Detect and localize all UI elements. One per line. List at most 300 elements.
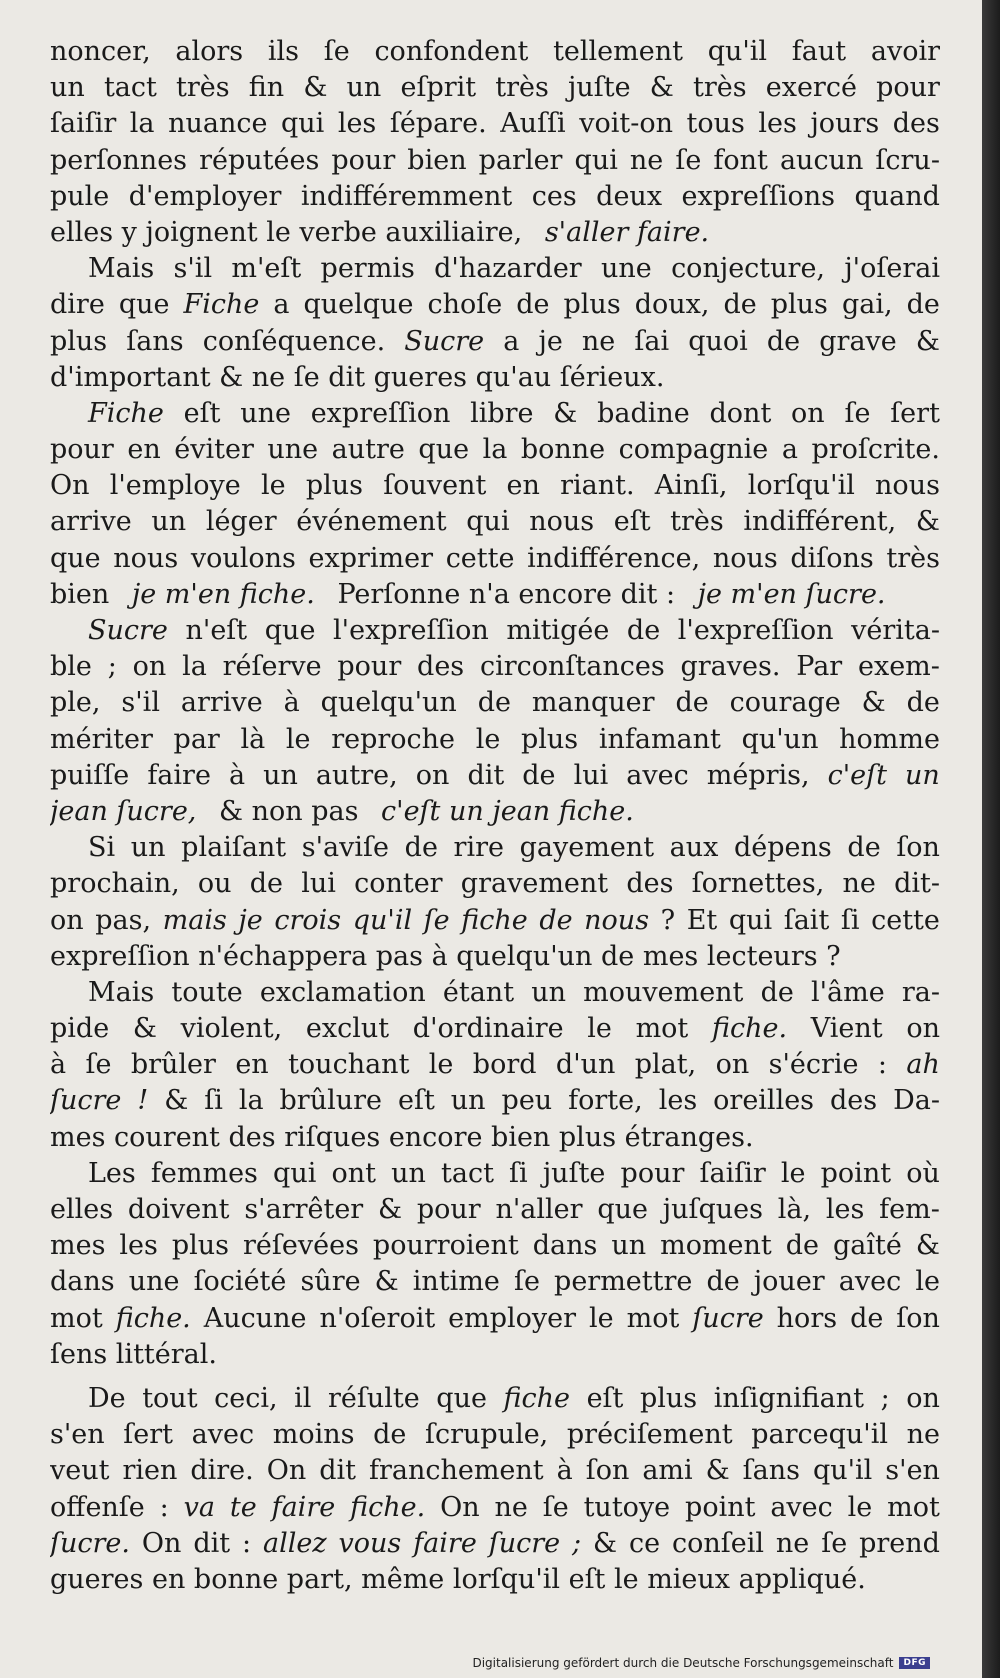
word: ſe [821,1527,848,1559]
word: prend [859,1527,940,1559]
word: ſon [896,1302,940,1334]
word: : [877,1049,888,1081]
italic-word: fiche [503,1382,570,1414]
word: eſt [183,397,221,429]
text-line [50,106,940,142]
italic-word: crois [274,904,342,936]
word: rien [122,1455,178,1487]
word: s'aviſe [301,832,390,864]
text-line [50,396,940,432]
word: ſe [844,397,871,429]
word: doux, [634,289,710,321]
word: forte, [568,1085,643,1117]
word: tellement [553,36,683,67]
italic-word: ſucre [692,1302,764,1334]
word: le [587,1013,612,1045]
word: bord [472,1049,537,1081]
word: de [906,289,940,321]
word: manquer [531,687,655,719]
word: deux [596,180,663,212]
word: & [593,1527,618,1559]
word: réſerve [222,651,322,683]
text-line [50,722,940,758]
word: toute [171,976,243,1008]
word: Les [88,1157,136,1189]
word: nous [712,542,778,574]
word: femmes [150,1157,258,1189]
word: bonne [520,434,606,466]
text-line [50,251,940,287]
text-run: bien [50,578,118,610]
word: eſt [397,1085,435,1117]
word: avec [838,1266,902,1298]
word: d'un [555,1049,616,1081]
italic-word: ! [137,1085,149,1117]
word: ſépare. [389,108,487,140]
word: prochain, [50,868,180,900]
word: bien [407,144,467,176]
word: ? [660,904,676,936]
word: on [415,759,450,791]
word: que [264,615,316,646]
word: événement [296,506,447,538]
word: & [303,72,328,104]
italic-word: ſucre [488,1527,561,1559]
word: un [130,832,166,864]
word: sûre [300,1266,361,1298]
word: moment [660,1230,772,1262]
word: tout [142,1382,198,1414]
word: un [611,1230,647,1262]
word: une [601,253,652,285]
word: exclamation [259,976,426,1008]
word: Par [796,651,843,683]
word: tact [441,1157,494,1189]
word: ſornettes, [691,868,825,900]
word: pour [620,1157,685,1189]
italic-word: fiche. [115,1302,191,1334]
text-line [50,215,940,251]
word: hors [776,1302,838,1334]
text-line [50,360,940,396]
footer [472,1656,930,1670]
word: de [249,868,283,900]
text-run: mes courent des riſques encore bien plus étranges. [50,1121,754,1153]
word: une [240,397,291,429]
word: ſaiſir [699,1157,766,1189]
text-line [50,1083,940,1119]
word: par [173,723,220,755]
word: qu'il [707,36,768,67]
word: De [88,1382,126,1414]
word: ſe [542,1491,569,1523]
word: ſe [85,1049,112,1081]
word: badine [597,397,690,429]
word: dire. [190,1455,254,1487]
word: de [516,289,550,321]
word: mépris, [706,759,810,791]
word: d'hazarder [434,253,582,285]
word: conſéquence. [202,325,386,357]
word: ſon [585,1455,630,1487]
word: qui [728,904,773,936]
word: dit- [894,868,940,900]
word: en [506,470,540,502]
word: une [267,434,319,466]
text-line [50,1192,940,1228]
word: très [692,72,747,104]
word: de [785,1230,820,1262]
word: avoir [870,36,940,67]
word: pule [50,180,110,212]
word: pour [337,651,402,683]
text-line [50,577,940,613]
word: dans [50,1266,115,1298]
word: courage [729,687,841,719]
word: quoi [688,325,748,357]
word: ſon [896,832,940,864]
word: d'ordinaire [412,1013,564,1045]
word: pour [416,1194,481,1225]
word: très [670,506,724,538]
word: reproche [331,723,456,755]
text-line [50,324,940,360]
word: circonſtances [479,651,665,683]
word: Auſſi [500,108,566,140]
word: je [538,325,563,357]
word: un [346,72,382,104]
word: tutoye [583,1491,671,1523]
word: touchant [288,1049,410,1081]
word: ſouvent [383,470,487,502]
word: ne [775,1527,810,1559]
word: pour [50,434,114,466]
word: plaiſant [181,832,287,864]
word: On [50,470,90,502]
word: qu'un [741,723,819,755]
text-run: Perſonne n'a encore dit : [328,578,684,610]
footer-credit: Digitalisierung gefördert durch die Deutsche Forschungsgemeinschaft [472,1656,894,1670]
word: pide [50,1013,110,1045]
italic-word: ah [906,1049,940,1081]
word: tous [686,108,745,140]
word: oreilles [713,1085,815,1117]
word: ſe [513,1266,540,1298]
text-line [50,758,940,794]
word: expreſſion [310,397,451,429]
word: & [164,1085,189,1117]
word: qu'il [812,1455,873,1487]
italic-word: je [238,904,263,936]
word: franchement [368,1455,544,1487]
text-line [50,939,940,975]
word: faut [791,36,847,67]
word: de [404,832,438,864]
word: les [825,1194,865,1225]
italic-text: jean ſucre, [50,795,197,827]
word: plat, [634,1049,697,1081]
word: réſulte [327,1382,420,1414]
word: à [283,687,300,719]
word: ſcru- [875,144,940,176]
italic-text: s'aller faire. [544,216,710,248]
word: de [706,1266,740,1298]
word: intime [412,1266,500,1298]
italic-word: Fiche [183,289,260,321]
word: on [791,397,825,429]
word: un [263,759,298,791]
word: ſaiſir [50,108,117,140]
word: confondent [374,36,529,67]
word: grave [819,325,897,357]
word: on [906,1013,940,1045]
word: : [159,1491,169,1523]
word: que [118,289,170,321]
word: conter [354,868,443,900]
word: gayement [519,832,655,864]
word: arrive [50,506,132,538]
word: avec [626,759,689,791]
word: ne [629,144,664,176]
text-line [50,1453,940,1489]
text-line [50,903,940,939]
text-line [50,541,940,577]
text-line [50,1264,940,1300]
word: diſons [790,542,874,574]
word: fem- [879,1194,940,1225]
word: faire [147,759,211,791]
word: employer [448,1302,577,1334]
word: ces [531,180,577,212]
word: ſcrupule, [424,1419,549,1451]
italic-text: c'eſt un jean fiche. [381,795,634,827]
word: de [847,832,881,864]
word: mes [50,1230,106,1262]
word: s'en [885,1455,940,1487]
word: gai, [841,289,893,321]
word: moins [272,1419,355,1451]
word: réſevées [243,1230,359,1262]
word: ne [581,325,616,357]
word: proſcrite. [811,434,940,466]
text-line [50,468,940,504]
text-line [50,70,940,106]
word: peu [501,1085,553,1117]
word: d'employer [128,180,282,212]
text-line [50,1337,940,1373]
word: dont [709,397,772,429]
word: : [242,1527,252,1559]
italic-word: fiche. [711,1013,788,1045]
text-line [50,613,940,649]
word: ſe [675,144,702,176]
word: mot [887,1491,940,1523]
word: les [119,1230,158,1262]
word: préciſement [566,1419,733,1451]
word: mériter [50,723,153,755]
word: quand [854,180,940,212]
text-run: elles y joignent le verbe auxiliaire, [50,216,531,248]
word: dépens [734,832,832,864]
word: de [850,1302,884,1334]
word: réputées [199,144,320,176]
word: on [715,1049,750,1081]
word: exclut [305,1013,390,1045]
italic-word: faire [413,1527,477,1559]
word: ſi [509,1157,528,1189]
word: un [531,976,566,1008]
word: de [675,687,709,719]
word: dit [193,1527,231,1559]
word: puiſſe [50,759,130,791]
text-line [50,179,940,215]
word: noncer, [50,36,151,67]
word: des [417,651,465,683]
word: lorſqu'il [747,470,855,502]
text-line [50,34,940,70]
word: rire [453,832,504,864]
word: eſt [613,506,651,538]
word: des [626,868,674,900]
word: point [820,1157,892,1189]
word: à [50,1049,67,1081]
word: cette [871,904,940,936]
text-line [50,1562,940,1598]
word: s'il [121,687,160,719]
word: les [337,108,377,140]
italic-word: va [183,1491,215,1523]
word: & [132,1013,157,1045]
word: ce [628,1527,661,1559]
italic-word: Sucre [88,615,168,646]
word: ſi [204,1085,223,1117]
italic-word: de [539,904,573,936]
word: Da- [893,1085,940,1117]
word: que [50,542,101,574]
word: & [915,506,940,538]
word: & [378,1194,403,1225]
italic-word: c'eſt [827,759,888,791]
word: dans [532,1230,598,1262]
word: & [915,325,940,357]
word: ; [107,651,117,683]
word: que [436,1382,487,1414]
italic-word: un [905,759,940,791]
word: ; [880,1382,890,1414]
text-line [50,866,940,902]
word: & [374,1266,399,1298]
word: ne [906,1419,940,1451]
word: de [626,615,661,646]
word: & [705,1455,730,1487]
word: quelque [303,289,414,321]
word: mot [50,1302,103,1334]
word: Vient [810,1013,883,1045]
word: ami [642,1455,693,1487]
text-line [50,975,940,1011]
word: là [240,723,266,755]
text-line [50,1526,940,1562]
word: le [847,1491,873,1523]
word: perſonnes [50,144,188,176]
word: autre [331,434,405,466]
word: éviter [174,434,254,466]
word: arrive [180,687,263,719]
word: alors [175,36,244,67]
word: s'arrêter [244,1194,364,1225]
word: dit [467,759,505,791]
word: ceci, [214,1382,278,1414]
word: ra- [901,976,940,1008]
word: la [182,651,207,683]
word: n'aller [495,1194,583,1225]
word: font [713,144,768,176]
italic-word: te [229,1491,257,1523]
word: mot [626,1302,680,1334]
text-line [50,1156,940,1192]
word: de [760,976,794,1008]
word: le [589,1302,614,1334]
text-run: & non pas [210,795,368,827]
italic-word: ; [572,1527,582,1559]
text-run: d'important & ne ſe dit gueres qu'au ſérieux. [50,361,665,393]
word: homme [839,723,940,755]
italic-word: ſe [423,904,450,936]
word: ſe [323,36,350,67]
word: infamant [598,723,721,755]
word: jours [810,108,880,140]
text-line [50,685,940,721]
italic-word: vous [338,1527,402,1559]
word: un [391,1157,426,1189]
word: dit [319,1455,356,1487]
word: l'âme [810,976,885,1008]
text-line [50,1011,940,1047]
body-text [50,34,940,1598]
word: On [141,1527,182,1559]
text-line [50,1417,940,1453]
italic-word: allez [263,1527,327,1559]
word: ſi [840,904,860,936]
word: léger [205,506,277,538]
word: l'expreſſion [677,615,834,646]
word: Aucune [203,1302,307,1334]
word: mitigée [506,615,610,646]
word: de [477,687,511,719]
word: eſprit [400,72,477,104]
word: le [915,1266,940,1298]
word: avec [770,1491,833,1523]
word: compagnie [618,434,769,466]
word: la [238,1085,264,1117]
word: voulons [190,542,296,574]
word: ont [331,1157,376,1189]
word: on [906,1382,940,1414]
word: la [482,434,508,466]
word: ils [267,36,300,67]
word: & [649,72,674,104]
word: les [658,1085,698,1117]
word: choſe [427,289,503,321]
word: ple, [50,687,101,719]
italic-word: fiche. [350,1491,426,1523]
word: pour [331,144,396,176]
word: le [780,1157,806,1189]
word: dire [50,289,105,321]
word: que [597,1194,648,1225]
word: l'employe [109,470,241,502]
word: parler [478,144,563,176]
